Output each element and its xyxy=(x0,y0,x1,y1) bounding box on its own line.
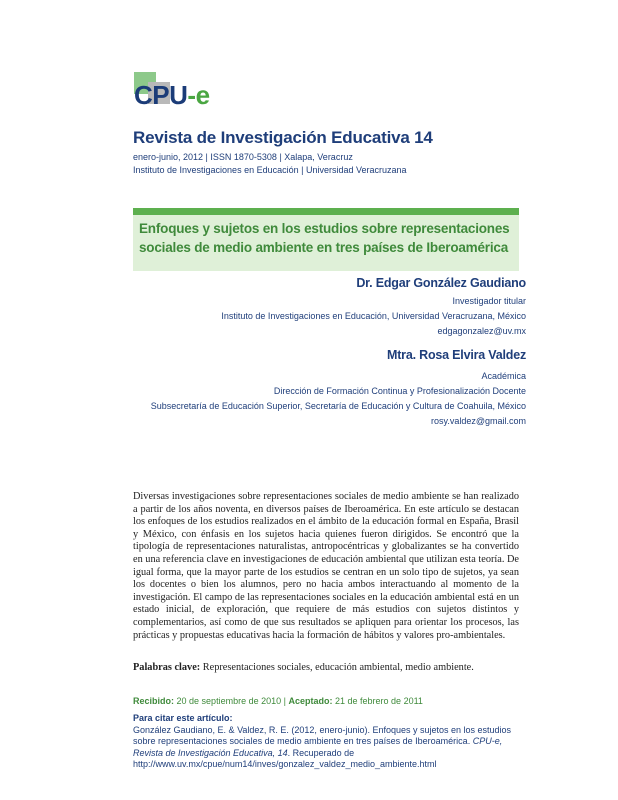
journal-logo xyxy=(134,72,224,122)
article-title xyxy=(139,219,514,257)
accepted-label: Aceptado: xyxy=(288,696,333,706)
citation-part2: . Recuperado de http://www.uv.mx/cpue/num14/inves/gonzalez_valdez_medio_ambiente.html xyxy=(133,747,437,769)
author-institution: Instituto de Investigaciones en Educación, Universidad Veracruzana, México xyxy=(221,311,526,321)
logo-text-suffix: -e xyxy=(187,80,210,110)
received-date: 20 de septiembre de 2010 xyxy=(176,696,282,706)
accepted-date: 21 de febrero de 2011 xyxy=(335,696,423,706)
article-title-box xyxy=(133,208,519,271)
keywords-label: Palabras clave: xyxy=(133,662,201,673)
author-department: Dirección de Formación Continua y Profesionalización Docente xyxy=(273,386,526,396)
citation-label: Para citar este artículo: xyxy=(133,713,233,723)
dates-separator: | xyxy=(283,696,286,706)
received-label: Recibido: xyxy=(133,696,175,706)
author-name: Dr. Edgar González Gaudiano xyxy=(356,276,526,290)
dates xyxy=(133,696,423,706)
author-email: edgagonzalez@uv.mx xyxy=(437,326,526,336)
logo-text-main: CPU xyxy=(134,80,188,110)
journal-meta-institution: Instituto de Investigaciones en Educación | Universidad Veracruzana xyxy=(133,165,407,175)
article-title-line: sociales de medio ambiente en tres países de Iberoamérica xyxy=(139,240,509,255)
article-title-line: Enfoques y sujetos en los estudios sobre representaciones xyxy=(139,221,510,236)
author-institution: Subsecretaría de Educación Superior, Secretaría de Educación y Cultura de Coahuila, México xyxy=(150,401,526,411)
journal-meta-issue: enero-junio, 2012 | ISSN 1870-5308 | Xalapa, Veracruz xyxy=(133,152,353,162)
author-position: Investigador titular xyxy=(452,296,526,306)
author-position: Académica xyxy=(481,371,526,381)
citation-part1: González Gaudiano, E. & Valdez, R. E. (2012, enero-junio). Enfoques y sujetos en los estudios sobre representaciones sociales de medio ambiente en tres países de Iberoamérica. xyxy=(133,725,512,747)
keywords xyxy=(133,662,519,673)
author-email: rosy.valdez@gmail.com xyxy=(431,416,526,426)
citation-journal: CPU-e, Revista de Investigación Educativa, 14 xyxy=(133,736,503,758)
citation-text xyxy=(133,725,519,770)
abstract-text: Diversas investigaciones sobre representaciones sociales de medio ambiente se han realizado a partir de los años noventa, en diversos países de Iberoamérica. En este artículo se destacan los enfoques de los estudios realizados en el ámbito de la educación formal en España, Brasil y México, con énfasis en los sujetos hacia quienes fueron dirigidos. Se encontró que la tipología de representaciones naturalistas, antropocéntricas y globalizantes se ha convertido en una referencia clave en investigaciones de educación ambiental que utilizan esta teoría. De igual forma, que la mayor parte de los estudios se centran en un solo tipo de sujetos, ya sean los docentes o bien los alumnos, pero no hacia ambos interactuando al momento de la investigación. El campo de las representaciones sociales en la educación ambiental está en un estado inicial, de exploración, que requiere de más estudios con sujetos distintos y complementarios, así como de que sus resultados se apliquen para orientar los procesos, las prácticas y propuestas educativas hacia la formación de hábitos y valores pro-ambientales. xyxy=(133,491,519,641)
journal-title: Revista de Investigación Educativa 14 xyxy=(133,128,433,147)
keywords-text: Representaciones sociales, educación ambiental, medio ambiente. xyxy=(202,662,474,673)
logo-wordmark xyxy=(134,80,210,111)
author-name: Mtra. Rosa Elvira Valdez xyxy=(386,348,526,362)
